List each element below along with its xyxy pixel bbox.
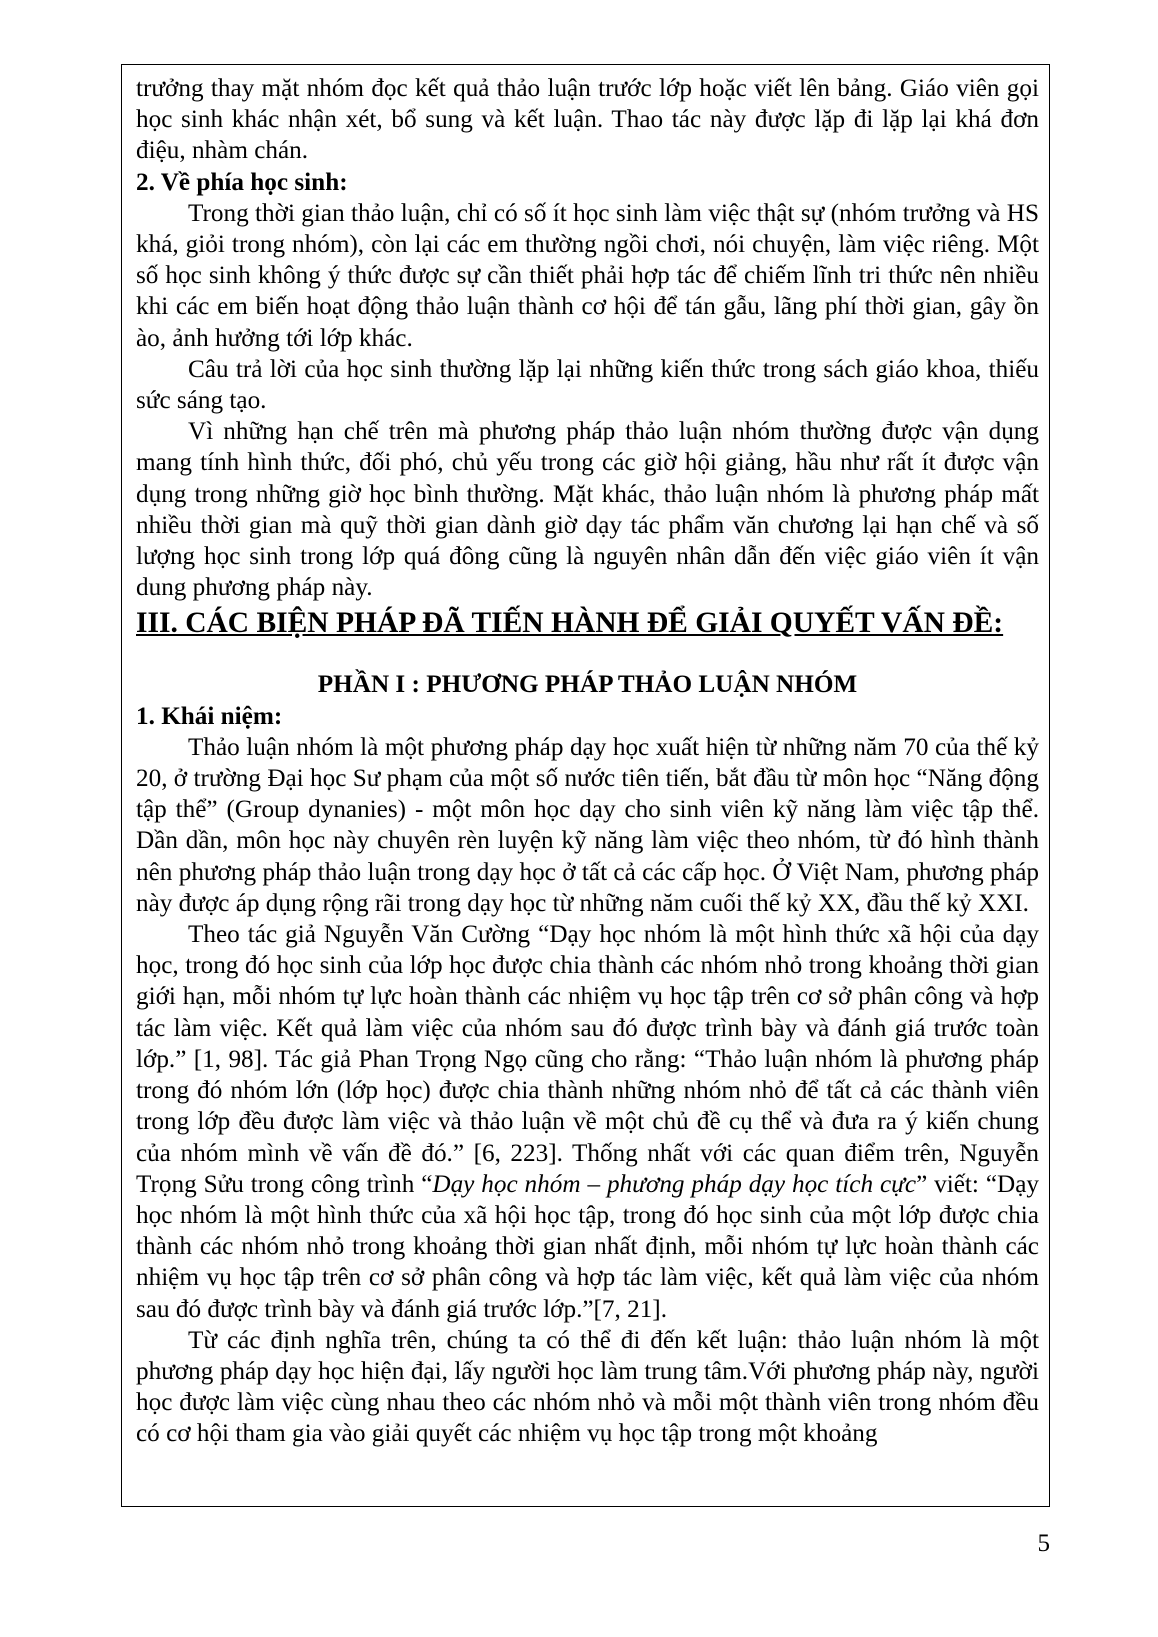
heading-student-side: 2. Về phía học sinh: — [136, 168, 348, 196]
paragraph-student-discussion: Trong thời gian thảo luận, chỉ có số ít học sinh làm việc thật sự (nhóm trưởng và HS khá, giỏi trong nhóm), còn lại các em thường ngồi chơi, nói chuyện, làm việc riêng. Một số học sinh không ý thức được sự cần thiết phải hợp tác để chiếm lĩnh tri thức nên nhiều khi các em biến hoạt động thảo luận thành cơ hội để tán gẫu, lãng phí thời gian, gây ồn ào, ảnh hưởng tới lớp khác. — [136, 199, 1039, 352]
section-heading-measures: III. CÁC BIỆN PHÁP ĐÃ TIẾN HÀNH ĐỂ GIẢI QUYẾT VẤN ĐỀ: — [136, 607, 1004, 640]
part-heading-group-discussion: PHẦN I : PHƯƠNG PHÁP THẢO LUẬN NHÓM — [317, 671, 858, 699]
paragraph-definitions — [136, 919, 1039, 1325]
page-frame — [121, 64, 1050, 1507]
page-number: 5 — [1037, 1530, 1050, 1557]
definitions-text-part-2: ” viết: “Dạy học nhóm là một hình thức của xã hội học tập, trong đó học sinh của một lớp được chia thành các nhóm nhỏ trong khoảng thời gian nhất định, mỗi nhóm tự lực hoàn thành các nhiệm vụ học tập trên cơ sở phân công và hợp tác làm việc, kết quả làm việc của nhóm sau đó được trình bày và đánh giá trước lớp.”[7, 21]. — [136, 1170, 1039, 1323]
paragraph-conclusion: Từ các định nghĩa trên, chúng ta có thể đi đến kết luận: thảo luận nhóm là một phương pháp dạy học hiện đại, lấy người học làm trung tâm.Với phương pháp này, người học được làm việc cùng nhau theo các nhóm nhỏ và mỗi một thành viên trong nhóm đều có cơ hội tham gia vào giải quyết các nhiệm vụ học tập trong một khoảng — [136, 1326, 1039, 1448]
definitions-text-part-1: Theo tác giả Nguyễn Văn Cường “Dạy học nhóm là một hình thức xã hội của dạy học, trong đó học sinh của lớp học được chia thành các nhóm nhỏ trong khoảng thời gian giới hạn, mỗi nhóm tự lực hoàn thành các nhiệm vụ học tập trên cơ sở phân công và hợp tác làm việc. Kết quả làm việc của nhóm sau đó được trình bày và đánh giá trước toàn lớp.” [1, 98]. Tác giả Phan Trọng Ngọ cũng cho rằng: “Thảo luận nhóm là phương pháp trong đó nhóm lớn (lớp học) được chia thành những nhóm nhỏ để tất cả các thành viên trong lớp đều được làm việc và thảo luận về một chủ đề cụ thể và đưa ra ý kiến chung của nhóm mình về vấn đề đó.” [6, 223]. Thống nhất với các quan điểm trên, Nguyễn Trọng Sửu trong công trình “ — [136, 921, 1039, 1198]
heading-concept: 1. Khái niệm: — [136, 702, 283, 730]
paragraph-limitations: Vì những hạn chế trên mà phương pháp thảo luận nhóm thường được vận dụng mang tính hình thức, đối phó, chủ yếu trong các giờ hội giảng, hầu như rất ít được vận dụng trong những giờ học bình thường. Mặt khác, thảo luận nhóm là phương pháp mất nhiều thời gian mà quỹ thời gian dành giờ dạy tác phẩm văn chương lại hạn chế và số lượng học sinh trong lớp quá đông cũng là nguyên nhân dẫn đến việc giáo viên ít vận dung phương pháp này. — [136, 418, 1039, 602]
paragraph-concept-history: Thảo luận nhóm là một phương pháp dạy học xuất hiện từ những năm 70 của thế kỷ 20, ở trường Đại học Sư phạm của một số nước tiên tiến, bắt đầu từ môn học “Năng động tập thể” (Group dynanies) - một môn học dạy cho sinh viên kỹ năng làm việc tập thể. Dần dần, môn học này chuyên rèn luyện kỹ năng làm việc theo nhóm, từ đó hình thành nên phương pháp thảo luận trong dạy học ở tất cả các cấp học. Ở Việt Nam, phương pháp này được áp dụng rộng rãi trong dạy học từ những năm cuối thế kỷ XX, đầu thế kỷ XXI. — [136, 733, 1039, 917]
paragraph-student-answers: Câu trả lời của học sinh thường lặp lại những kiến thức trong sách giáo khoa, thiếu sức sáng tạo. — [136, 355, 1039, 415]
paragraph-teacher-side-continued: trưởng thay mặt nhóm đọc kết quả thảo luận trước lớp hoặc viết lên bảng. Giáo viên gọi học sinh khác nhận xét, bổ sung và kết luận. Thao tác này được lặp đi lặp lại khá đơn điệu, nhàm chán. — [136, 75, 1039, 165]
work-title: Dạy học nhóm – phương pháp dạy học tích cực — [432, 1170, 917, 1198]
